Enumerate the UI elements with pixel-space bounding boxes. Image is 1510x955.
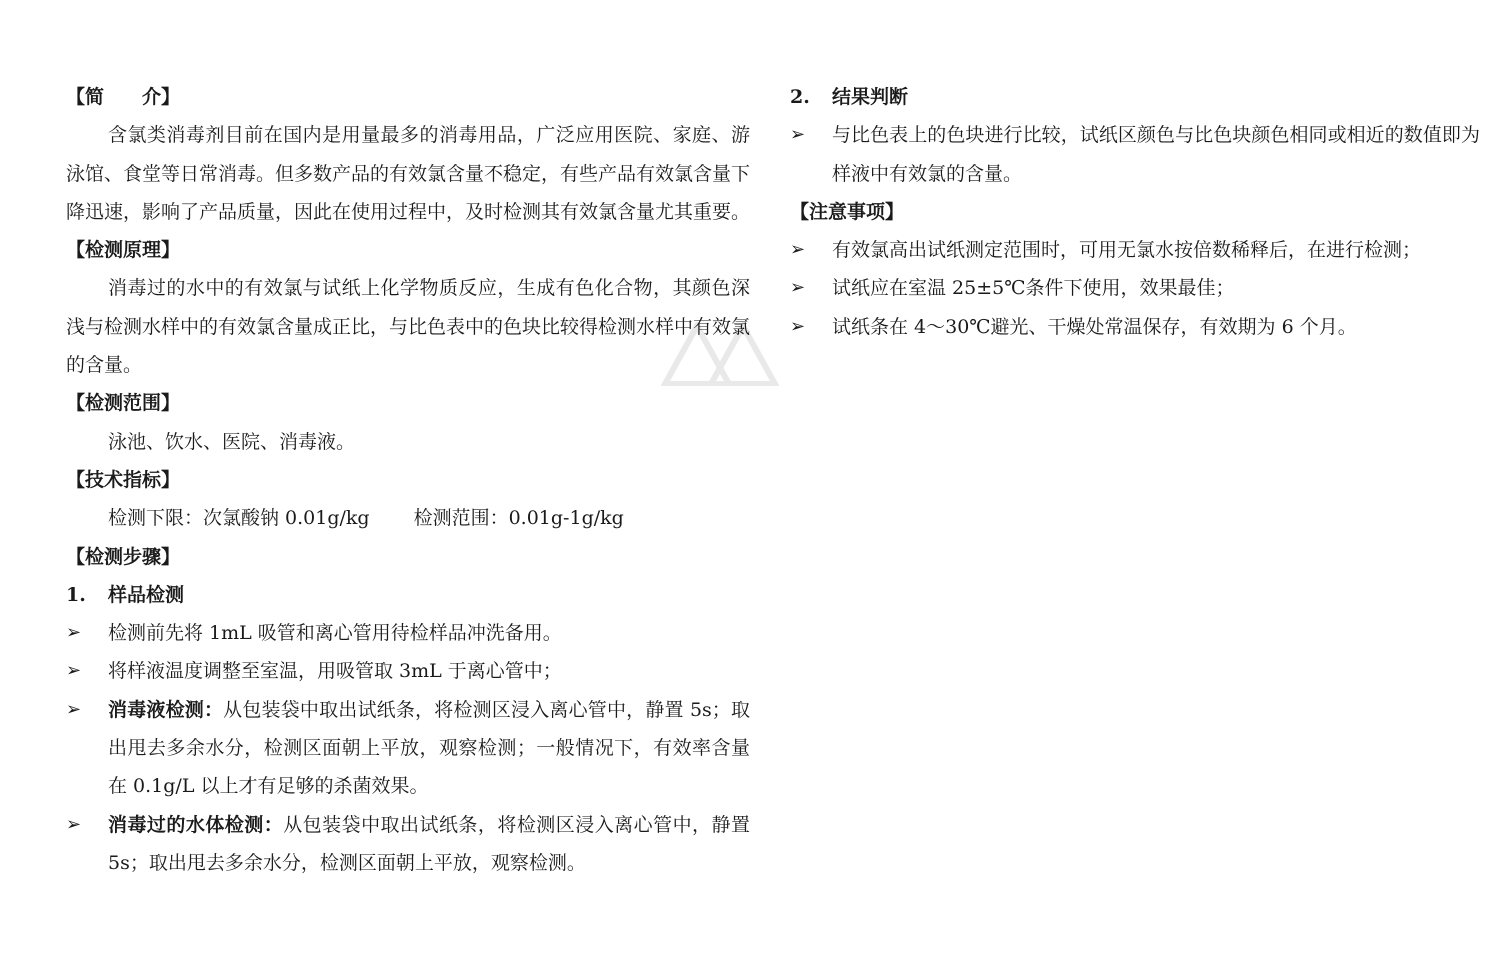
arrow-bullet-icon: ➢ [790,124,806,146]
spec-lower-limit: 检测下限：次氯酸钠 0.01g/kg [108,507,370,530]
list-item [66,806,750,883]
arrow-bullet-icon: ➢ [66,622,82,644]
specs-line [66,499,750,537]
arrow-bullet-icon: ➢ [66,698,82,720]
scope-text: 泳池、饮水、医院、消毒液。 [108,430,356,453]
result-title [790,78,1480,116]
arrow-bullet-icon: ➢ [66,660,82,682]
result-label: 结果判断 [832,86,909,108]
list-item [66,614,750,652]
principle-paragraph: 消毒过的水中的有效氯与试纸上化学物质反应，生成有色化合物，其颜色深浅与检测水样中的有效氯含量成正比，与比色表中的色块比较得检测水样中有效氯的含量。 [66,277,751,377]
intro-paragraph: 含氯类消毒剂目前在国内是用量最多的消毒用品，广泛应用医院、家庭、游泳馆、食堂等日常消毒。但多数产品的有效氯含量不稳定，有些产品有效氯含量下降迅速，影响了产品质量，因此在使用过程中，及时检测其有效氯含量尤其重要。 [66,124,751,223]
bullet-text: 将样液温度调整至室温，用吸管取 3mL 于离心管中； [108,660,562,683]
bullet-bold-lead: 消毒液检测： [108,698,224,721]
bullet-text: 试纸条在 4～30℃避光、干燥处常温保存，有效期为 6 个月。 [832,315,1357,338]
list-item [790,308,1480,346]
arrow-bullet-icon: ➢ [790,239,806,261]
list-item [790,269,1480,307]
step1-number: 1. [66,583,86,606]
arrow-bullet-icon: ➢ [66,813,82,835]
arrow-bullet-icon: ➢ [790,315,806,337]
arrow-bullet-icon: ➢ [790,277,806,299]
bullet-text: 与比色表上的色块进行比较，试纸区颜色与比色块颜色相同或相近的数值即为样液中有效氯的含量。 [832,124,1480,185]
steps-heading: 【检测步骤】 [66,545,181,568]
list-item [790,116,1480,193]
list-item [66,691,750,806]
bullet-bold-lead: 消毒过的水体检测： [108,813,284,836]
step1-title [66,576,750,614]
left-column [66,78,750,882]
scope-heading: 【检测范围】 [66,392,181,415]
spec-range: 检测范围：0.01g-1g/kg [413,507,624,530]
list-item [790,231,1480,269]
notes-heading: 【注意事项】 [790,200,905,223]
bullet-text: 消毒液检测：从包装袋中取出试纸条，将检测区浸入离心管中，静置 5s；取出甩去多余水分，检测区面朝上平放，观察检测；一般情况下，有效率含量在 0.1g/L 以上才有足够的杀菌效果。 [108,698,750,798]
result-number: 2. [790,86,810,108]
specs-heading: 【技术指标】 [66,468,181,491]
bullet-text: 有效氯高出试纸测定范围时，可用无氯水按倍数稀释后，在进行检测； [832,239,1422,262]
bullet-text: 消毒过的水体检测：从包装袋中取出试纸条，将检测区浸入离心管中，静置 5s；取出甩去多余水分，检测区面朝上平放，观察检测。 [108,813,750,874]
principle-heading: 【检测原理】 [66,239,181,262]
list-item [66,652,750,690]
right-column [790,78,1480,346]
bullet-text: 试纸应在室温 25±5℃条件下使用，效果最佳； [832,277,1235,300]
bullet-text: 检测前先将 1mL 吸管和离心管用待检样品冲洗备用。 [108,622,562,645]
step1-label: 样品检测 [108,583,185,606]
intro-heading: 【简 介】 [66,86,181,108]
